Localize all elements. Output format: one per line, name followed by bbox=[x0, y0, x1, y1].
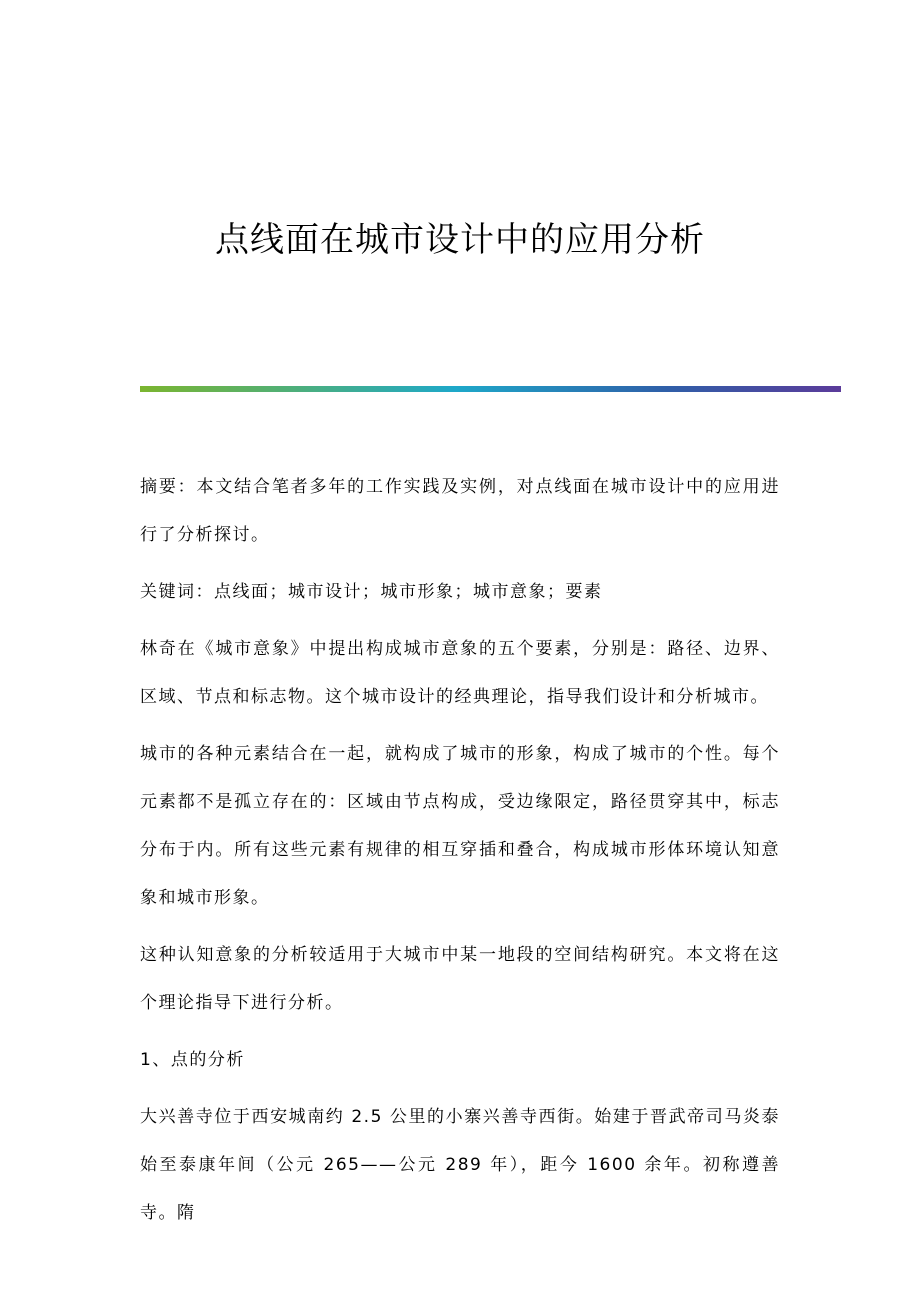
body-paragraph: 这种认知意象的分析较适用于大城市中某一地段的空间结构研究。本文将在这个理论指导下进行分析。 bbox=[140, 945, 780, 1013]
keywords-paragraph: 关键词：点线面；城市设计；城市形象；城市意象；要素 bbox=[140, 582, 603, 602]
section-heading: 1、点的分析 bbox=[140, 1050, 245, 1070]
document-title: 点线面在城市设计中的应用分析 bbox=[215, 220, 705, 260]
body-paragraph: 城市的各种元素结合在一起，就构成了城市的形象，构成了城市的个性。每个元素都不是孤立存在的：区域由节点构成，受边缘限定，路径贯穿其中，标志分布于内。所有这些元素有规律的相互穿插和叠合，构成城市形体环境认知意象和城市形象。 bbox=[140, 744, 780, 908]
title-divider bbox=[140, 386, 841, 392]
body-paragraph: 大兴善寺位于西安城南约 2.5 公里的小寨兴善寺西街。始建于晋武帝司马炎泰始至泰康年间（公元 265——公元 289 年），距今 1600 余年。初称遵善寺。隋 bbox=[140, 1107, 780, 1223]
abstract-paragraph: 摘要：本文结合笔者多年的工作实践及实例，对点线面在城市设计中的应用进行了分析探讨。 bbox=[140, 477, 780, 545]
document-body bbox=[140, 463, 780, 1246]
body-paragraph: 林奇在《城市意象》中提出构成城市意象的五个要素，分别是：路径、边界、区域、节点和标志物。这个城市设计的经典理论，指导我们设计和分析城市。 bbox=[140, 639, 780, 707]
